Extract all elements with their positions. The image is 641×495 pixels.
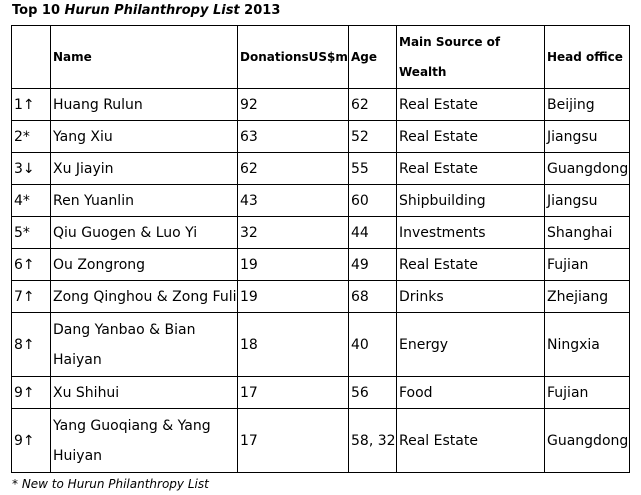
rank-cell: 7↑	[12, 281, 51, 313]
rank-cell: 9↑	[12, 377, 51, 409]
age-cell: 58, 32	[349, 409, 397, 473]
name-cell: Huang Rulun	[51, 89, 238, 121]
table-row	[12, 409, 630, 473]
office-cell: Beijing	[545, 89, 630, 121]
age-cell: 49	[349, 249, 397, 281]
footnote: * New to Hurun Philanthropy List	[12, 477, 209, 491]
table-row	[12, 377, 630, 409]
office-cell: Zhejiang	[545, 281, 630, 313]
header-name: Name	[51, 26, 238, 89]
office-cell: Jiangsu	[545, 185, 630, 217]
name-cell: Ren Yuanlin	[51, 185, 238, 217]
rank-cell: 4*	[12, 185, 51, 217]
table-title	[12, 3, 280, 18]
source-cell: Real Estate	[397, 409, 545, 473]
name-cell: Ou Zongrong	[51, 249, 238, 281]
table-row	[12, 153, 630, 185]
header-source: Main Source of Wealth	[397, 26, 545, 89]
office-cell: Fujian	[545, 377, 630, 409]
header-donations: DonationsUS$m	[238, 26, 349, 89]
age-cell: 40	[349, 313, 397, 377]
source-cell: Energy	[397, 313, 545, 377]
source-cell: Shipbuilding	[397, 185, 545, 217]
rank-cell: 8↑	[12, 313, 51, 377]
donations-cell: 19	[238, 281, 349, 313]
rank-cell: 2*	[12, 121, 51, 153]
age-cell: 56	[349, 377, 397, 409]
header-rank	[12, 26, 51, 89]
office-cell: Ningxia	[545, 313, 630, 377]
rank-cell: 3↓	[12, 153, 51, 185]
age-cell: 62	[349, 89, 397, 121]
rank-cell: 6↑	[12, 249, 51, 281]
table-row	[12, 89, 630, 121]
header-row	[12, 26, 630, 89]
source-cell: Drinks	[397, 281, 545, 313]
source-cell: Food	[397, 377, 545, 409]
header-office: Head office	[545, 26, 630, 89]
age-cell: 68	[349, 281, 397, 313]
office-cell: Jiangsu	[545, 121, 630, 153]
source-cell: Real Estate	[397, 153, 545, 185]
header-age: Age	[349, 26, 397, 89]
donations-cell: 43	[238, 185, 349, 217]
philanthropy-table	[11, 25, 630, 473]
donations-cell: 19	[238, 249, 349, 281]
title-prefix: Top 10	[12, 3, 65, 18]
office-cell: Shanghai	[545, 217, 630, 249]
donations-cell: 63	[238, 121, 349, 153]
title-suffix: 2013	[239, 3, 281, 18]
donations-cell: 17	[238, 409, 349, 473]
table-row	[12, 121, 630, 153]
donations-cell: 17	[238, 377, 349, 409]
name-cell: Qiu Guogen & Luo Yi	[51, 217, 238, 249]
source-cell: Investments	[397, 217, 545, 249]
donations-cell: 62	[238, 153, 349, 185]
age-cell: 52	[349, 121, 397, 153]
rank-cell: 9↑	[12, 409, 51, 473]
age-cell: 60	[349, 185, 397, 217]
rank-cell: 5*	[12, 217, 51, 249]
source-cell: Real Estate	[397, 89, 545, 121]
donations-cell: 92	[238, 89, 349, 121]
table-row	[12, 185, 630, 217]
name-cell: Yang Guoqiang & Yang Huiyan	[51, 409, 238, 473]
office-cell: Guangdong	[545, 153, 630, 185]
donations-cell: 32	[238, 217, 349, 249]
name-cell: Zong Qinghou & Zong Fuli	[51, 281, 238, 313]
donations-cell: 18	[238, 313, 349, 377]
title-italic: Hurun Philanthropy List	[64, 3, 240, 18]
name-cell: Xu Jiayin	[51, 153, 238, 185]
rank-cell: 1↑	[12, 89, 51, 121]
name-cell: Dang Yanbao & Bian Haiyan	[51, 313, 238, 377]
name-cell: Xu Shihui	[51, 377, 238, 409]
name-cell: Yang Xiu	[51, 121, 238, 153]
age-cell: 55	[349, 153, 397, 185]
source-cell: Real Estate	[397, 121, 545, 153]
table-row	[12, 281, 630, 313]
table-row	[12, 217, 630, 249]
office-cell: Guangdong	[545, 409, 630, 473]
office-cell: Fujian	[545, 249, 630, 281]
table-row	[12, 249, 630, 281]
age-cell: 44	[349, 217, 397, 249]
table-row	[12, 313, 630, 377]
source-cell: Real Estate	[397, 249, 545, 281]
